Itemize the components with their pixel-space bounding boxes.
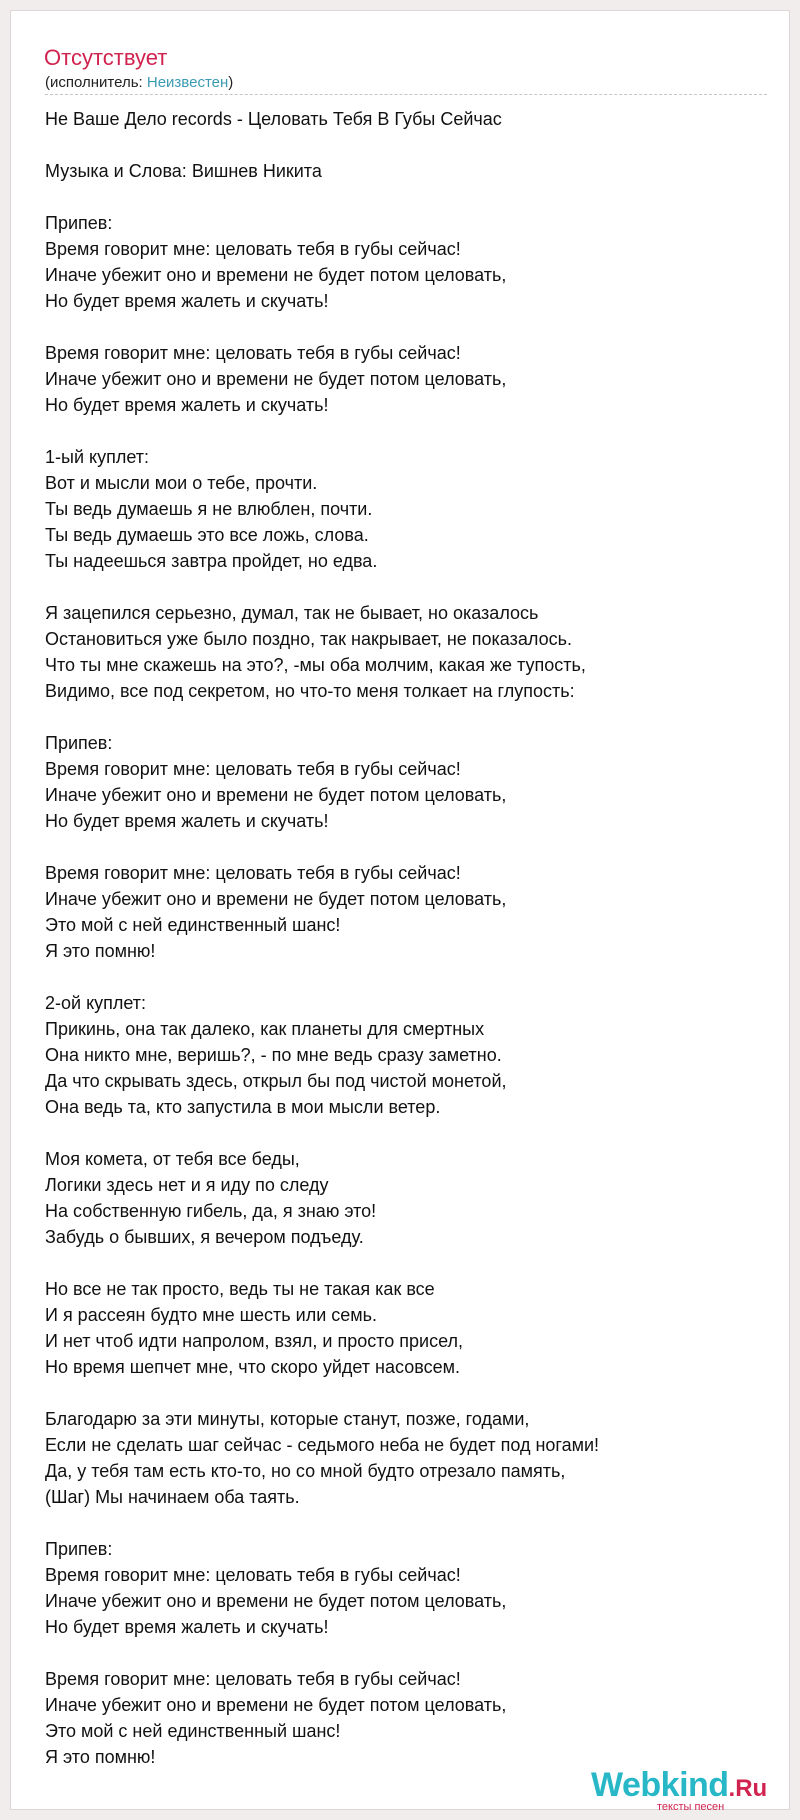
artist-prefix: (исполнитель: [45,74,147,91]
brand-tagline: тексты песен [657,1801,725,1813]
lyrics-card [10,10,790,1813]
brand-name-main: Webkind [591,1766,729,1804]
brand-logo[interactable] [591,1765,791,1815]
artist-suffix: ) [228,74,234,91]
brand-tld: .Ru [728,1775,768,1802]
song-title: Отсутствует [44,45,168,70]
lyrics-text: Не Ваше Дело records - Целовать Тебя В Губы Сейчас Музыка и Слова: Вишнев Никита Припев: Время говорит мне: целовать тебя в губы сейчас! Иначе убежит оно и времени не будет потом целовать, Но будет время жалеть и скучать! Время говорит мне: целовать тебя в губы сейчас! Иначе убежит оно и времени не будет потом целовать, Но будет время жалеть и скучать! 1-ый куплет: Вот и мысли мои о тебе, прочти. Ты ведь думаешь я не влюблен, почти. Ты ведь думаешь это все ложь, слова. Ты надеешься завтра пройдет, но едва. Я зацепился серьезно, думал, так не бывает, но оказалось Остановиться уже было поздно, так накрывает, не показалось. Что ты мне скажешь на это?, -мы оба молчим, какая же тупость, Видимо, все под секретом, но что-то меня толкает на глупость: Припев: Время говорит мне: целовать тебя в губы сейчас! Иначе убежит оно и времени не будет потом целовать, Но будет время жалеть и скучать! Время говорит мне: целовать тебя в губы сейчас! Иначе убежит оно и времени не будет потом целовать, Это мой с ней единственный шанс! Я это помню! 2-ой куплет: Прикинь, она так далеко, как планеты для смертных Она никто мне, веришь?, - по мне ведь сразу заметно. Да что скрывать здесь, открыл бы под чистой монетой, Она ведь та, кто запустила в мои мысли ветер. Моя комета, от тебя все беды, Логики здесь нет и я иду по следу На собственную гибель, да, я знаю это! Забудь о бывших, я вечером подъеду. Но все не так просто, ведь ты не такая как все И я рассеян будто мне шесть или семь. И нет чтоб идти напролом, взял, и просто присел, Но время шепчет мне, что скоро уйдет насовсем. Благодарю за эти минуты, которые станут, позже, годами, Если не сделать шаг сейчас - седьмого неба не будет под ногами! Да, у тебя там есть кто-то, но со мной будто отрезало память, (Шаг) Мы начинаем оба таять. Припев: Время говорит мне: целовать тебя в губы сейчас! Иначе убежит оно и времени не будет потом целовать, Но будет время жалеть и скучать! Время говорит мне: целовать тебя в губы сейчас! Иначе убежит оно и времени не будет потом целовать, Это мой с ней единственный шанс! Я это помню! [45,109,600,1767]
artist-line [45,74,233,92]
title-divider [45,94,767,95]
artist-link[interactable]: Неизвестен [146,74,229,91]
